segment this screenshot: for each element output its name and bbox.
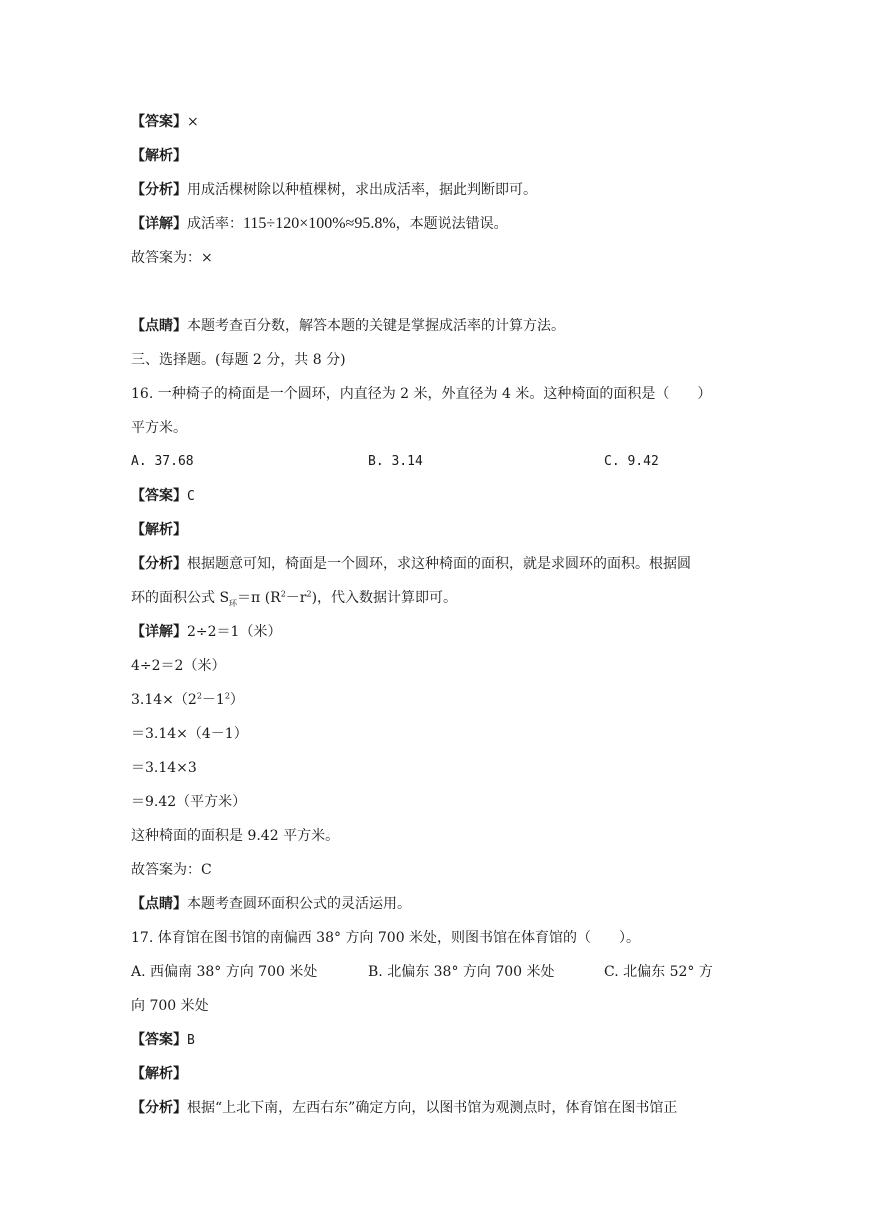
q16-detail-step-3b: －1 (201, 692, 225, 708)
question-16-line-2 (131, 418, 187, 438)
q16-reasoning-line-2 (131, 588, 457, 608)
q16-comment-line (131, 894, 411, 914)
q16-detail-step-2: 4÷2＝2（米） (131, 658, 226, 674)
q16-detail-step-3c: ） (229, 692, 244, 708)
q16-detail-line-7 (131, 826, 339, 846)
q16-formula-part-1: 环的面积公式 S (131, 590, 230, 606)
q16-formula-part-4: )，代入数据计算即可。 (311, 590, 458, 606)
question-17-text: 17. 体育馆在图书馆的南偏西 38° 方向 700 米处，则图书馆在体育馆的（ ）。 (131, 930, 641, 946)
q16-detail-line-1 (131, 622, 281, 642)
q16-option-a: A. 37.68 (131, 454, 194, 469)
q16-reasoning-tag: 【分析】 (131, 556, 187, 572)
q16-conclusion-line (131, 860, 212, 880)
q16-option-b: B. 3.14 (368, 454, 423, 469)
conclusion-text: 故答案为：× (131, 250, 213, 266)
q16-detail-line-4 (131, 724, 248, 744)
q16-formula-sup-1: 2 (280, 589, 286, 599)
q16-detail-summary: 这种椅面的面积是 9.42 平方米。 (131, 828, 340, 844)
detail-line (131, 214, 508, 234)
q16-formula-sup-2: 2 (306, 589, 312, 599)
question-16-text: 16. 一种椅子的椅面是一个圆环，内直径为 2 米，外直径为 4 米。这种椅面的面积是（ ） (131, 386, 712, 402)
q16-detail-sup-1: 2 (196, 691, 202, 701)
detail-prefix: 成活率： (187, 216, 243, 232)
reasoning-tag: 【分析】 (131, 182, 187, 198)
question-17-line (131, 928, 640, 948)
q17-reasoning-tag: 【分析】 (131, 1100, 187, 1116)
q16-detail-step-4: ＝3.14×（4－1） (131, 726, 248, 742)
q16-detail-step-1: 2÷2＝1（米） (187, 624, 282, 640)
detail-tag: 【详解】 (131, 216, 187, 232)
q16-detail-line-6 (131, 792, 246, 812)
q17-answer-value: B (187, 1033, 195, 1048)
q17-option-c-cont (131, 996, 209, 1016)
question-16-line-1 (131, 384, 711, 404)
q17-option-c-text-cont: 向 700 米处 (131, 998, 209, 1014)
q16-formula-part-2: ＝π (R (237, 590, 281, 606)
q16-reasoning-line-1 (131, 554, 691, 574)
q16-detail-step-6: ＝9.42（平方米） (131, 794, 247, 810)
q16-analysis-tag: 【解析】 (131, 522, 187, 538)
q16-formula-subscript: 环 (229, 598, 238, 608)
q16-answer-value: C (187, 489, 195, 504)
detail-formula: 115÷120×100%≈95.8% (243, 215, 396, 232)
analysis-tag: 【解析】 (131, 148, 187, 164)
q17-option-a: A. 西偏南 38° 方向 700 米处 (131, 964, 318, 980)
q17-option-c: C. 北偏东 52° 方 (604, 964, 713, 980)
q17-reasoning-line (131, 1098, 677, 1118)
q16-answer-tag: 【答案】 (131, 488, 187, 504)
q16-detail-sup-2: 2 (224, 691, 230, 701)
comment-text: 本题考查百分数，解答本题的关键是掌握成活率的计算方法。 (187, 318, 565, 334)
section-heading (131, 350, 346, 370)
q17-analysis-heading (131, 1064, 187, 1084)
q16-detail-tag: 【详解】 (131, 624, 187, 640)
q17-option-b: B. 北偏东 38° 方向 700 米处 (368, 964, 555, 980)
answer-line (131, 112, 199, 132)
section-title: 三、选择题。(每题 2 分，共 8 分) (131, 352, 346, 368)
reasoning-line (131, 180, 537, 200)
answer-value: × (187, 114, 199, 130)
q17-reasoning-text: 根据“上北下南，左西右东”确定方向，以图书馆为观测点时，体育馆在图书馆正 (187, 1100, 678, 1116)
detail-suffix: ，本题说法错误。 (395, 216, 508, 232)
answer-tag: 【答案】 (131, 114, 187, 130)
analysis-heading (131, 146, 187, 166)
comment-line (131, 316, 565, 336)
q16-detail-line-2 (131, 656, 225, 676)
conclusion-line (131, 248, 213, 268)
q16-comment-tag: 【点睛】 (131, 896, 187, 912)
q16-formula-part-3: －r (285, 590, 307, 606)
q16-option-c: C. 9.42 (604, 454, 659, 469)
q17-analysis-tag: 【解析】 (131, 1066, 187, 1082)
question-16-text-cont: 平方米。 (131, 420, 187, 436)
q17-answer-tag: 【答案】 (131, 1032, 187, 1048)
q16-conclusion: 故答案为：C (131, 862, 212, 878)
q16-answer-line (131, 486, 195, 507)
q16-analysis-heading (131, 520, 187, 540)
q16-comment-text: 本题考查圆环面积公式的灵活运用。 (187, 896, 411, 912)
q16-reasoning-text: 根据题意可知，椅面是一个圆环，求这种椅面的面积，就是求圆环的面积。根据圆 (187, 556, 691, 572)
comment-tag: 【点睛】 (131, 318, 187, 334)
q16-detail-line-5 (131, 758, 197, 778)
q16-detail-step-3a: 3.14×（2 (131, 692, 197, 708)
q16-detail-step-5: ＝3.14×3 (131, 760, 197, 776)
q17-answer-line (131, 1030, 195, 1051)
reasoning-text: 用成活棵树除以种植棵树，求出成活率，据此判断即可。 (187, 182, 537, 198)
q16-detail-line-3 (131, 690, 244, 710)
